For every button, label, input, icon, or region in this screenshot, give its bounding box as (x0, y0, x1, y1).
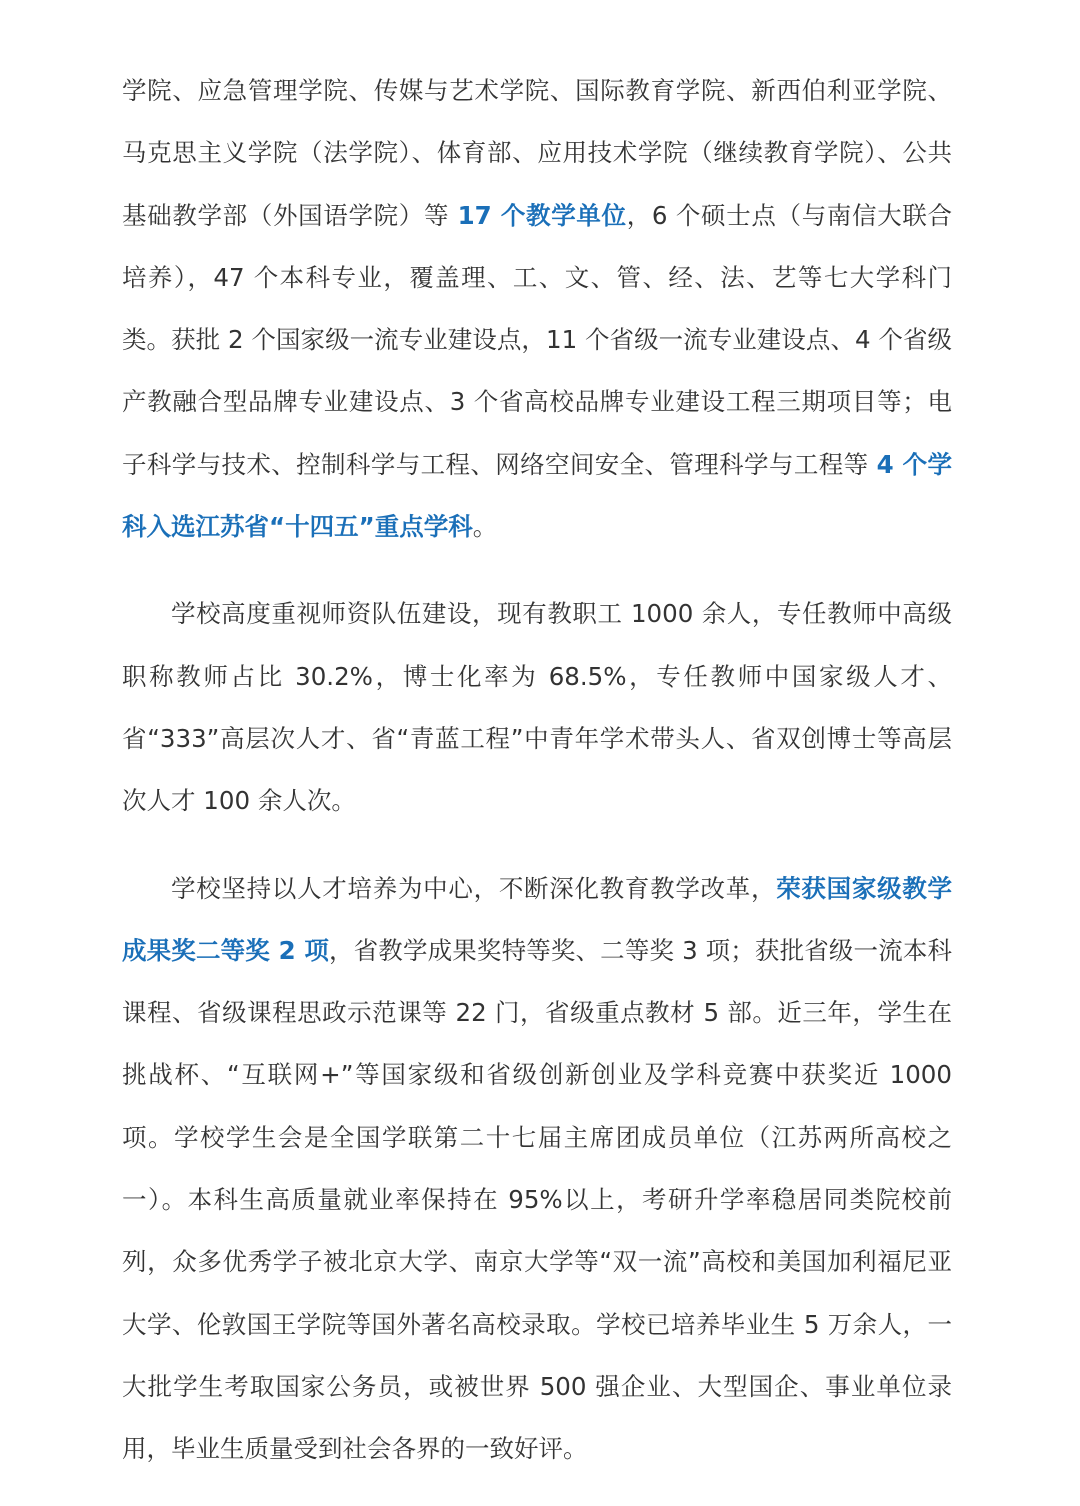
paragraph-talent-training (122, 858, 952, 1481)
paragraph-faculty (122, 583, 952, 832)
article-body (122, 60, 952, 1506)
paragraph-text: ，6 个硕士点（与南信大联合培养），47 个本科专业，覆盖理、工、文、管、经、法、艺等七大学科门类。获批 2 个国家级一流专业建设点，11 个省级一流专业建设点、4 个省级产教融合型品牌专业建设点、3 个省高校品牌专业建设工程三期项目等；电子科学与技术、控制科学与工程、网络空间安全、管理科学与工程等 (122, 200, 953, 479)
highlight-teaching-units: 17 个教学单位 (457, 200, 627, 230)
paragraph-text: ，省教学成果奖特等奖、二等奖 3 项；获批省级一流本科课程、省级课程思政示范课等 22 门，省级重点教材 5 部。近三年，学生在挑战杯、“互联网+”等国家级和省级创新创业及学科竞赛中获奖近 1000 项。学校学生会是全国学联第二十七届主席团成员单位（江苏两所高校之一）。本科生高质量就业率保持在 95%以上，考研升学率稳居同类院校前列，众多优秀学子被北京大学、南京大学等“双一流”高校和美国加利福尼亚大学、伦敦国王学院等国外著名高校录取。学校已培养毕业生 5 万余人，一大批学生考取国家公务员，或被世界 500 强企业、大型国企、事业单位录用，毕业生质量受到社会各界的一致好评。 (122, 935, 952, 1464)
paragraph-text: 学校高度重视师资队伍建设，现有教职工 1000 余人，专任教师中高级职称教师占比 30.2%，博士化率为 68.5%，专任教师中国家级人才、省“333”高层次人才、省“青蓝工程”中青年学术带头人、省双创博士等高层次人才 100 余人次。 (122, 599, 952, 816)
paragraph-text: 学校坚持以人才培养为中心，不断深化教育教学改革， (171, 873, 777, 903)
highlight-teaching-award: 荣获国家级教学成果奖二等奖 2 项 (122, 873, 953, 965)
paragraph-text: 学院、应急管理学院、传媒与艺术学院、国际教育学院、新西伯利亚学院、马克思主义学院（法学院）、体育部、应用技术学院（继续教育学院）、公共基础教学部（外国语学院）等 (122, 76, 952, 230)
paragraph-text: 。 (472, 512, 498, 542)
highlight-key-disciplines: 4 个学科入选江苏省“十四五”重点学科 (122, 449, 952, 542)
paragraph-teaching-units (122, 60, 952, 558)
